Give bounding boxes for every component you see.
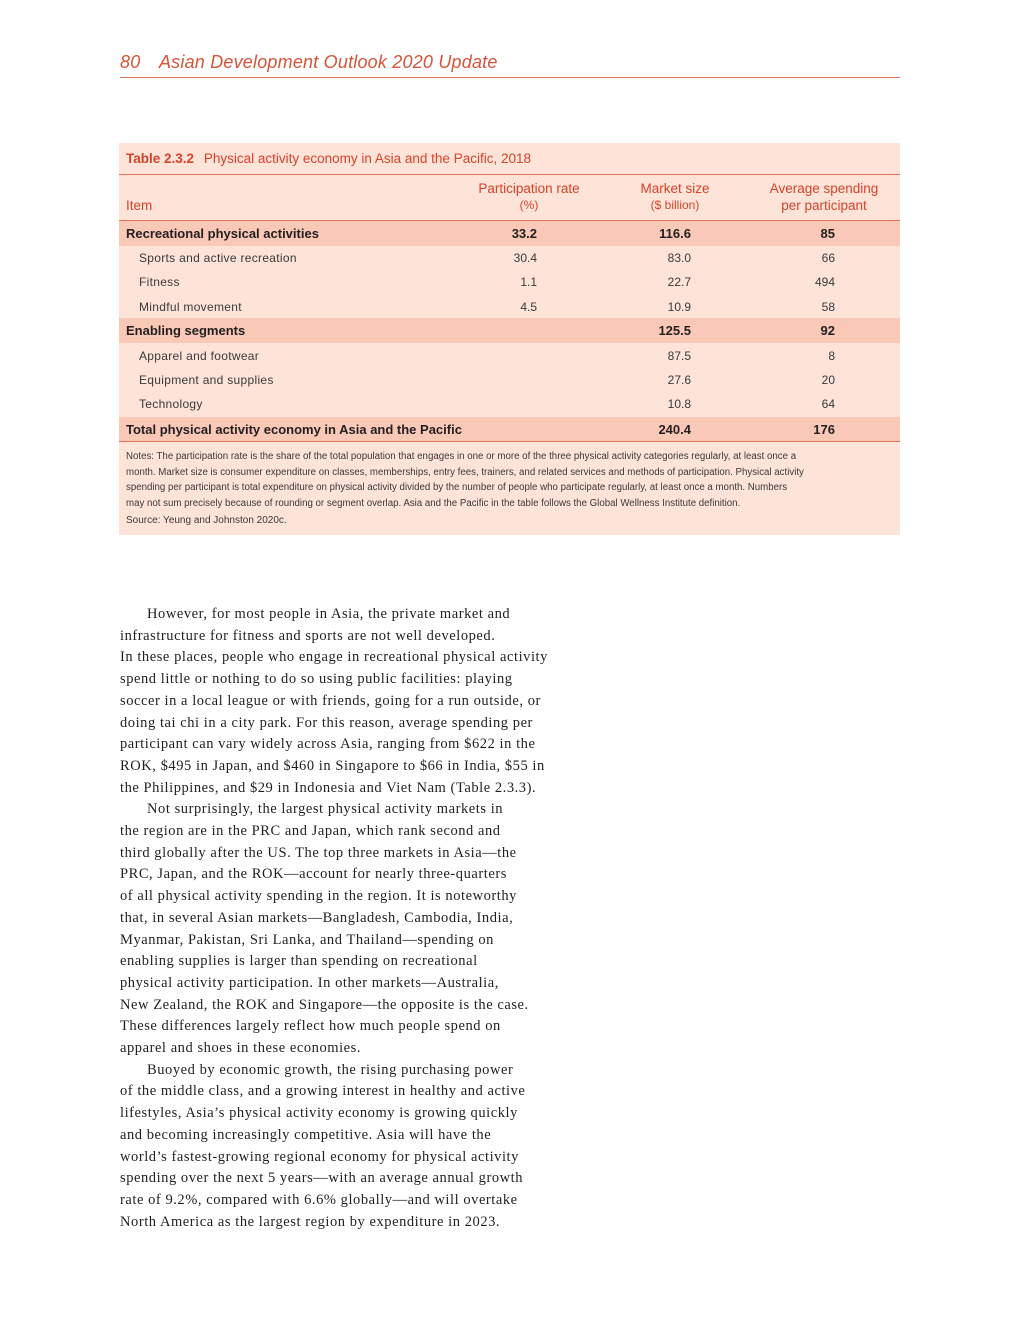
row-spending: 8: [828, 348, 835, 363]
body-line: In these places, people who engage in recreational physical activity: [120, 649, 548, 666]
row-spending: 58: [821, 299, 835, 314]
body-line: participant can vary widely across Asia, ranging from $622 in the: [120, 736, 536, 753]
body-text: [120, 604, 620, 1233]
table-row: [119, 392, 900, 417]
header-item: Item: [126, 198, 153, 213]
row-spending: 64: [821, 397, 835, 411]
row-spending: 20: [821, 373, 835, 387]
body-line: world’s fastest-growing regional economy for physical activity: [120, 1148, 519, 1165]
body-line: the region are in the PRC and Japan, which rank second and: [120, 823, 501, 840]
header-market-label: Market size: [640, 181, 710, 196]
body-line: These differences largely reflect how much people spend on: [120, 1018, 501, 1035]
table-notes: [126, 449, 892, 511]
body-line: apparel and shoes in these economies.: [120, 1040, 362, 1057]
row-item: Total physical activity economy in Asia and the Pacific: [126, 421, 462, 437]
table-source: Source: Yeung and Johnston 2020c.: [126, 515, 287, 526]
row-item: Enabling segments: [126, 323, 246, 338]
table-header-row: [119, 179, 900, 219]
body-line: rate of 9.2%, compared with 6.6% globally—and will overtake: [120, 1191, 518, 1208]
row-market: 83.0: [667, 250, 691, 265]
row-item: Sports and active recreation: [139, 250, 297, 265]
table-row: [119, 368, 900, 393]
row-spending: 66: [821, 250, 835, 265]
row-market: 22.7: [667, 275, 691, 289]
table-title-text: Physical activity economy in Asia and the Pacific, 2018: [203, 151, 531, 166]
body-line: doing tai chi in a city park. For this reason, average spending per: [120, 714, 533, 731]
row-item: Recreational physical activities: [126, 226, 319, 241]
row-market: 10.9: [667, 299, 691, 314]
running-head: [120, 52, 900, 78]
row-market: 10.8: [667, 397, 691, 411]
row-spending: 176: [813, 421, 835, 437]
body-line: infrastructure for fitness and sports are not well developed.: [120, 627, 496, 644]
table-rule-top: [119, 174, 900, 175]
table-2-3-2: [119, 143, 900, 535]
row-participation: 33.2: [511, 226, 537, 241]
body-line: North America as the largest region by expenditure in 2023.: [120, 1213, 501, 1230]
notes-line: Notes: The participation rate is the share of the total population that engages in one or more of the three physical activity categories regularly, at least once a: [126, 451, 797, 462]
row-spending: 92: [820, 323, 835, 338]
body-line: the Philippines, and $29 in Indonesia and Viet Nam (Table 2.3.3).: [120, 779, 537, 796]
body-line: physical activity participation. In other markets—Australia,: [120, 974, 499, 991]
row-market: 116.6: [659, 226, 691, 241]
body-line: of the middle class, and a growing interest in healthy and active: [120, 1083, 526, 1100]
row-item: Technology: [139, 397, 203, 411]
table-row-total: [119, 417, 900, 442]
row-market: 27.6: [667, 373, 691, 387]
header-spending-label: Average spending: [769, 181, 879, 196]
body-line: spend little or nothing to do so using public facilities: playing: [120, 671, 513, 688]
header-participation-unit: (%): [519, 198, 539, 212]
body-line: third globally after the US. The top three markets in Asia—the: [120, 844, 517, 861]
header-market: [605, 180, 745, 214]
notes-line: month. Market size is consumer expenditure on classes, memberships, entry fees, trainers, and related services and methods of participation. Physical activity: [126, 466, 804, 478]
row-spending: 494: [814, 275, 835, 289]
table-row: [119, 246, 900, 271]
header-spending-unit: per participant: [781, 198, 867, 213]
row-item: Apparel and footwear: [139, 348, 260, 363]
header-participation-label: Participation rate: [478, 181, 580, 196]
body-line: Buoyed by economic growth, the rising purchasing power: [147, 1061, 514, 1078]
body-line: enabling supplies is larger than spending on recreational: [120, 953, 478, 970]
publication-title: Asian Development Outlook 2020 Update: [158, 52, 498, 72]
body-line: and becoming increasingly competitive. Asia will have the: [120, 1126, 492, 1143]
body-line: spending over the next 5 years—with an average annual growth: [120, 1170, 524, 1187]
page-number: 80: [120, 52, 141, 72]
body-line: Not surprisingly, the largest physical activity markets in: [147, 801, 504, 818]
row-item: Fitness: [139, 275, 180, 289]
body-line: soccer in a local league or with friends, going for a run outside, or: [120, 692, 541, 709]
notes-line: spending per participant is total expenditure on physical activity divided by the number of people who participate regularly, at least once a month. Numbers: [126, 482, 788, 493]
row-participation: 4.5: [520, 299, 537, 314]
table-row: [119, 344, 900, 369]
header-participation: [449, 180, 609, 214]
header-market-unit: ($ billion): [650, 198, 700, 212]
body-line: However, for most people in Asia, the private market and: [147, 606, 511, 622]
row-participation: 1.1: [520, 275, 537, 289]
notes-line: may not sum precisely because of rounding or segment overlap. Asia and the Pacific in the table follows the Global Wellness Institute definition.: [126, 497, 741, 509]
body-line: lifestyles, Asia’s physical activity economy is growing quickly: [120, 1105, 518, 1122]
row-market: 125.5: [658, 323, 691, 338]
body-line: New Zealand, the ROK and Singapore—the opposite is the case.: [120, 996, 529, 1013]
body-line: Myanmar, Pakistan, Sri Lanka, and Thailand—spending on: [120, 931, 494, 948]
row-participation: 30.4: [513, 250, 537, 265]
body-line: that, in several Asian markets—Bangladesh, Cambodia, India,: [120, 909, 514, 926]
table-row: [119, 270, 900, 295]
table-row: [119, 295, 900, 320]
row-item: Mindful movement: [139, 299, 242, 314]
header-spending: [749, 180, 899, 214]
table-rule-bottom: [119, 441, 900, 442]
body-line: ROK, $495 in Japan, and $460 in Singapore to $66 in India, $55 in: [120, 757, 545, 774]
body-line: of all physical activity spending in the region. It is noteworthy: [120, 888, 517, 905]
row-item: Equipment and supplies: [139, 373, 274, 387]
table-title: [126, 151, 531, 166]
row-market: 240.4: [658, 421, 691, 437]
table-label: Table 2.3.2: [126, 151, 195, 166]
table-row-category: [119, 318, 900, 343]
table-row-category: [119, 221, 900, 246]
row-spending: 85: [820, 226, 835, 241]
row-market: 87.5: [667, 348, 691, 363]
body-line: PRC, Japan, and the ROK—account for nearly three-quarters: [120, 866, 507, 883]
